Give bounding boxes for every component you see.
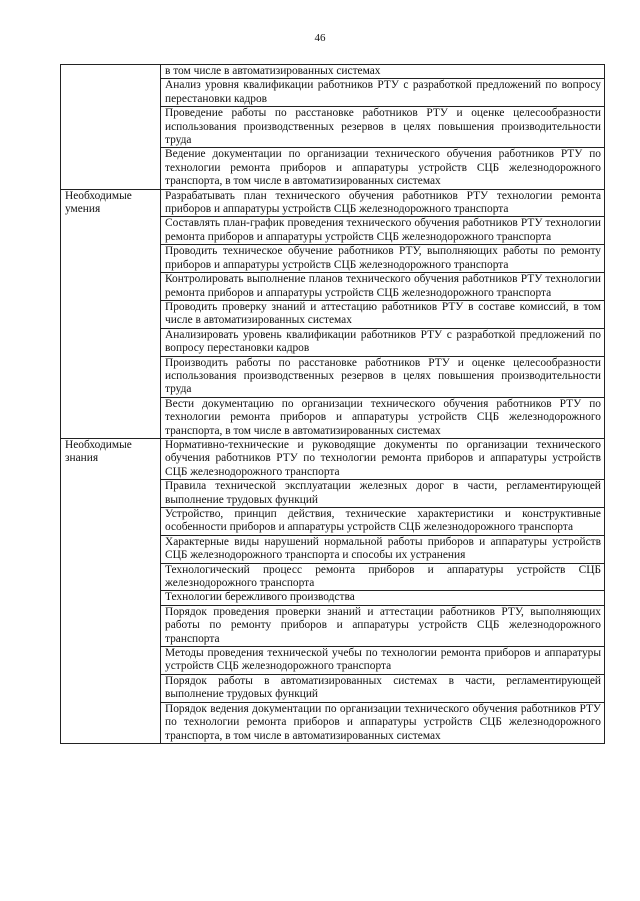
requirement-text: Анализировать уровень квалификации работников РТУ с разработкой предложений по вопросу перестановки кадров xyxy=(161,328,605,356)
requirement-text: Проводить проверку знаний и аттестацию работников РТУ в составе комиссий, в том числе в автоматизированных системах xyxy=(161,300,605,328)
requirement-text: Разрабатывать план технического обучения работников РТУ технологии ремонта приборов и аппаратуры устройств СЦБ железнодорожного транспорта xyxy=(161,189,605,217)
requirement-text: Анализ уровня квалификации работников РТУ с разработкой предложений по вопросу перестановки кадров xyxy=(161,79,605,107)
table-row xyxy=(61,438,605,479)
requirement-text: Нормативно-технические и руководящие документы по организации технического обучения работников РТУ по технологии ремонта приборов и аппаратуры устройств СЦБ железнодорожного транспорта xyxy=(161,438,605,479)
requirements-table xyxy=(60,64,605,744)
requirement-text: Ведение документации по организации технического обучения работников РТУ по технологии ремонта приборов и аппаратуры устройств СЦБ железнодорожного транспорта, в том числе в автоматизированных системах xyxy=(161,148,605,189)
requirement-text: Вести документацию по организации технического обучения работников РТУ по технологии ремонта приборов и аппаратуры устройств СЦБ железнодорожного транспорта, в том числе в автоматизированных системах xyxy=(161,397,605,438)
requirement-text: Проводить техническое обучение работников РТУ, выполняющих работы по ремонту приборов и аппаратуры устройств СЦБ железнодорожного транспорта xyxy=(161,245,605,273)
section-heading: Необходимые умения xyxy=(61,189,161,438)
requirement-text: Контролировать выполнение планов технического обучения работников РТУ технологии ремонта приборов и аппаратуры устройств СЦБ железнодорожного транспорта xyxy=(161,273,605,301)
section-heading xyxy=(61,65,161,190)
requirement-text: Порядок работы в автоматизированных системах в части, регламентирующей выполнение трудовых функций xyxy=(161,674,605,702)
requirement-text: Составлять план-график проведения технического обучения работников РТУ технологии ремонта приборов и аппаратуры устройств СЦБ железнодорожного транспорта xyxy=(161,217,605,245)
requirement-text: Методы проведения технической учебы по технологии ремонта приборов и аппаратуры устройств СЦБ железнодорожного транспорта xyxy=(161,647,605,675)
requirement-text: в том числе в автоматизированных системах xyxy=(161,65,605,79)
table-row xyxy=(61,189,605,217)
section-heading: Необходимые знания xyxy=(61,438,161,743)
page-number: 46 xyxy=(314,32,326,44)
requirement-text: Порядок проведения проверки знаний и аттестации работников РТУ, выполняющих работы по ремонту приборов и аппаратуры устройств СЦБ железнодорожного транспорта xyxy=(161,605,605,646)
requirement-text: Технологический процесс ремонта приборов и аппаратуры устройств СЦБ железнодорожного транспорта xyxy=(161,563,605,591)
requirement-text: Производить работы по расстановке работников РТУ и оценке целесообразности использования производственных резервов в целях повышения производительности труда xyxy=(161,356,605,397)
requirement-text: Проведение работы по расстановке работников РТУ и оценке целесообразности использования производственных резервов в целях повышения производительности труда xyxy=(161,107,605,148)
requirement-text: Технологии бережливого производства xyxy=(161,591,605,605)
requirement-text: Порядок ведения документации по организации технического обучения работников РТУ по технологии ремонта приборов и аппаратуры устройств СЦБ железнодорожного транспорта, в том числе в автоматизированных системах xyxy=(161,702,605,743)
requirement-text: Правила технической эксплуатации железных дорог в части, регламентирующей выполнение трудовых функций xyxy=(161,480,605,508)
requirement-text: Устройство, принцип действия, технические характеристики и конструктивные особенности приборов и аппаратуры устройств СЦБ железнодорожного транспорта xyxy=(161,508,605,536)
table-row xyxy=(61,65,605,79)
requirement-text: Характерные виды нарушений нормальной работы приборов и аппаратуры устройств СЦБ железнодорожного транспорта и способы их устранения xyxy=(161,535,605,563)
requirements-table-body xyxy=(61,65,605,744)
